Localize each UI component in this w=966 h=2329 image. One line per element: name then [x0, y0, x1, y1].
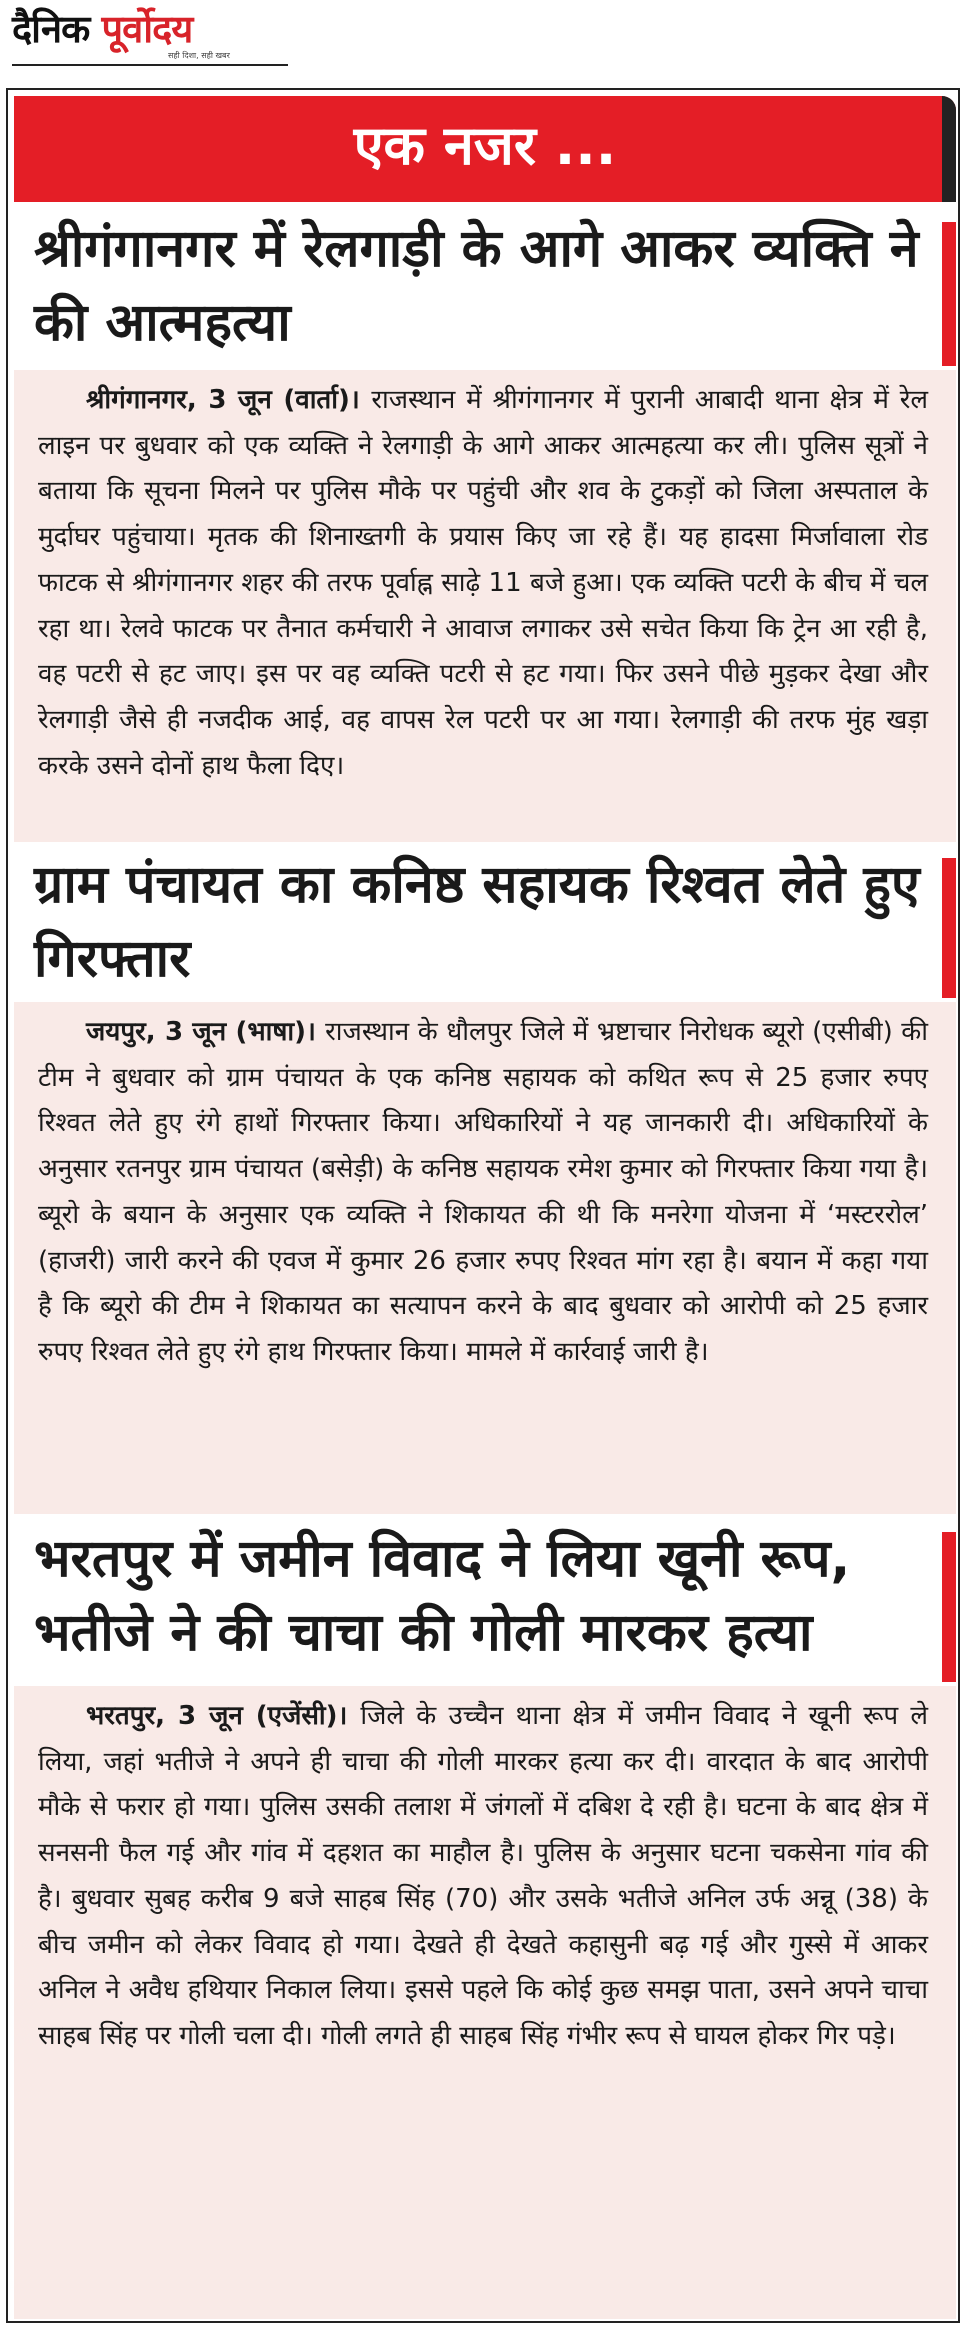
story-3-dateline: भरतपुर, 3 जून (एजेंसी)। — [86, 1701, 361, 1731]
story-3-headline-text: भरतपुर में जमीन विवाद ने लिया खूनी रूप, भतीजे ने की चाचा की गोली मारकर हत्या — [34, 1529, 851, 1663]
story-3-body — [14, 1686, 956, 2319]
logo-tagline: सही दिशा, सही खबर — [168, 51, 230, 60]
masthead — [8, 4, 288, 68]
section-banner — [14, 96, 956, 202]
story-2-dateline: जयपुर, 3 जून (भाषा)। — [86, 1017, 326, 1047]
story-1-headline-text: श्रीगंगानगर में रेलगाड़ी के आगे आकर व्यक्ति ने की आत्महत्या — [34, 219, 919, 353]
story-2-text: राजस्थान के धौलपुर जिले में भ्रष्टाचार निरोधक ब्यूरो (एसीबी) की टीम ने बुधवार को ग्राम पंचायत के एक कनिष्ठ सहायक को कथित रूप से 25 हजार रुपए रिश्वत लेते हुए रंगे हाथों गिरफ्तार किया। अधिकारियों ने यह जानकारी दी। अधिकारियों के अनुसार रतनपुर ग्राम पंचायत (बसेड़ी) के कनिष्ठ सहायक रमेश कुमार को गिरफ्तार किया गया है। ब्यूरो के बयान के अनुसार एक व्यक्ति ने शिकायत की थी कि मनरेगा योजना में ‘मस्टररोल’ (हाजरी) जारी करने की एवज में कुमार 26 हजार रुपए रिश्वत मांग रहा है। बयान में कहा गया है कि ब्यूरो की टीम ने शिकायत का सत्यापन करने के बाद बुधवार को आरोपी को 25 हजार रुपए रिश्वत लेते हुए रंगे हाथ गिरफ्तार किया। मामले में कार्रवाई जारी है। — [38, 1017, 928, 1367]
story-2-headline — [14, 848, 956, 1000]
headline-accent-bar — [942, 858, 956, 998]
masthead-rule — [12, 64, 288, 66]
story-3-text: जिले के उच्चैन थाना क्षेत्र में जमीन विवाद ने खूनी रूप ले लिया, जहां भतीजे ने अपने ही चाचा की गोली मारकर हत्या कर दी। वारदात के बाद आरोपी मौके से फरार हो गया। पुलिस उसकी तलाश में जंगलों में दबिश दे रही है। घटना के बाद क्षेत्र में सनसनी फैल गई और गांव में दहशत का माहौल है। पुलिस के अनुसार घटना चकसेना गांव की है। बुधवार सुबह करीब 9 बजे साहब सिंह (70) और उसके भतीजे अनिल उर्फ अन्नू (38) के बीच जमीन को लेकर विवाद हो गया। देखते ही देखते कहासुनी बढ़ गई और गुस्से में आकर अनिल ने अवैध हथियार निकाल लिया। इससे पहले कि कोई कुछ समझ पाता, उसने अपने चाचा साहब सिंह पर गोली चला दी। गोली लगते ही साहब सिंह गंभीर रूप से घायल होकर गिर पड़े। — [38, 1701, 928, 2051]
logo-part2: पूर्वोदय — [101, 7, 193, 51]
section-title: एक नजर ... — [353, 114, 617, 177]
newspaper-logo — [12, 4, 192, 54]
story-1-body — [14, 370, 956, 842]
story-1-headline — [14, 212, 956, 366]
headline-accent-bar — [942, 222, 956, 366]
logo-part1: दैनिक — [12, 7, 102, 51]
story-1-dateline: श्रीगंगानगर, 3 जून (वार्ता)। — [86, 385, 372, 415]
story-2-body — [14, 1002, 956, 1514]
story-2-headline-text: ग्राम पंचायत का कनिष्ठ सहायक रिश्वत लेते हुए गिरफ्तार — [34, 855, 920, 989]
story-1-text: राजस्थान में श्रीगंगानगर में पुरानी आबादी थाना क्षेत्र में रेल लाइन पर बुधवार को एक व्यक्ति ने रेलगाड़ी के आगे आकर आत्महत्या कर ली। पुलिस सूत्रों ने बताया कि सूचना मिलने पर पुलिस मौके पर पहुंची और शव के टुकड़ों को जिला अस्पताल के मुर्दाघर पहुंचाया। मृतक की शिनाख्तगी के प्रयास किए जा रहे हैं। यह हादसा मिर्जावाला रोड फाटक से श्रीगंगानगर शहर की तरफ पूर्वाह्न साढ़े 11 बजे हुआ। एक व्यक्ति पटरी के बीच में चल रहा था। रेलवे फाटक पर तैनात कर्मचारी ने आवाज लगाकर उसे सचेत किया कि ट्रेन आ रही है, वह पटरी से हट जाए। इस पर वह व्यक्ति पटरी से हट गया। फिर उसने पीछे मुड़कर देखा और रेलगाड़ी जैसे ही नजदीक आई, वह वापस रेल पटरी पर आ गया। रेलगाड़ी की तरफ मुंह खड़ा करके उसने दोनों हाथ फैला दिए। — [38, 385, 928, 781]
story-3-headline — [14, 1522, 956, 1682]
headline-accent-bar — [942, 1532, 956, 1682]
news-page-frame — [6, 88, 960, 2323]
